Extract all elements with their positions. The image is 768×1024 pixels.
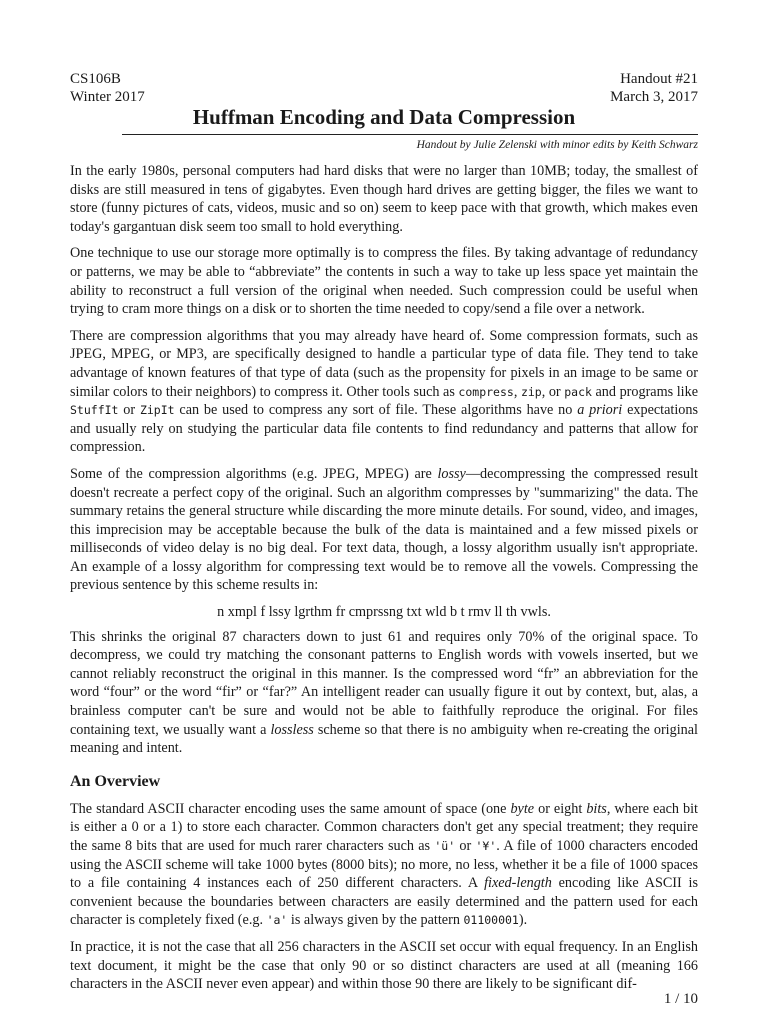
code-pack: pack [564, 384, 592, 399]
handout-number: Handout #21 [620, 71, 698, 87]
course-term: Winter 2017 [70, 89, 145, 105]
text-run: scheme so that there is no ambiguity when re-creating the original meaning and intent. [70, 721, 698, 757]
text-run: encoding like ASCII is convenient because the boundaries between characters are easily determined and the pattern used for each character is completely fixed (e.g. [70, 875, 699, 929]
page-title: Huffman Encoding and Data Compression [192, 105, 576, 129]
emphasis-bits: bits [586, 800, 607, 817]
paragraph-5 [70, 628, 698, 758]
section-heading: An Overview [70, 772, 161, 790]
paragraph-7: In practice, it is not the case that all 256 characters in the ASCII set occur with equal frequency. In an English text document, it might be the case that only 90 or so distinct characters are used at all (meaning 166 characters in the ASCII never even appear) and within those 90 there are likely to be significant dif- [70, 938, 698, 993]
text-run: and programs like [591, 383, 698, 400]
paragraph-6 [70, 800, 698, 930]
code-yen: '¥' [475, 839, 497, 853]
emphasis-lossless: lossless [270, 721, 314, 738]
text-run: —decompressing the compressed result doesn't recreate a perfect copy of the original. Such an algorithm compresses by "summarizing" the data. The summary retains the general structure while discarding the more minute details. For sound, video, and images, this imprecision may be acceptable because the bulk of the data is maintained and a few missed pixels or milliseconds of video delay is no big deal. For text data, though, a lossy algorithm usually isn't appropriate. An example of a lossy algorithm for compressing text would be to remove all the vowels. Compressing the previous sentence by this scheme results in: [70, 465, 699, 594]
text-run: is always given by the pattern [287, 912, 464, 929]
code-char-a: 'a' [266, 913, 288, 928]
text-run: This shrinks the original 87 characters down to just 61 and requires only 70% of the original space. To decompress, we could try matching the consonant patterns to English words with vowels inserted, but we cannot reliably reconstruct the original in this manner. Is the compressed word “fr” an abbreviation for the word “four” or the word “fir” or “far?” An intelligent reader can usually figure it out by context, but, alas, a brainless computer can't be sure and would not be able to faithfully reproduce the original. For files containing text, we usually want a [70, 628, 698, 738]
text-run: , [513, 383, 521, 400]
text-run: The standard ASCII character encoding uses the same amount of space (one [70, 800, 511, 817]
emphasis-lossy: lossy [437, 465, 466, 482]
title-divider [122, 134, 698, 135]
code-bit-pattern: 01100001 [463, 913, 519, 928]
code-zip: zip [520, 384, 542, 399]
code-u-umlaut: 'ü' [434, 839, 456, 853]
text-run: , where each bit is either a 0 or a 1) to store each character. Common characters don't get any special treatment; they require the same 8 bits that are used for much rarer characters such as [70, 800, 699, 854]
author-credit: Handout by Julie Zelenski with minor edits by Keith Schwarz [416, 139, 698, 151]
emphasis-fixed-length: fixed-length [484, 875, 552, 892]
code-compress: compress [458, 384, 514, 399]
emphasis-a-priori: a priori [577, 402, 623, 419]
paragraph-3 [70, 327, 698, 457]
handout-date: March 3, 2017 [610, 89, 698, 105]
paragraph-1: In the early 1980s, personal computers had hard disks that were no larger than 10MB; today, the smallest of disks are still measured in tens of gigabytes. Even though hard drives are getting bigger, the files we want to store (funny pictures of cats, videos, music and so on) seem to keep pace with that growth, which makes even today's gargantuan disk seem too small to hold everything. [70, 163, 698, 235]
text-run: There are compression algorithms that you may already have heard of. Some compression formats, such as JPEG, MPEG, or MP3, are specifically designed to handle a particular type of data file. They tend to take advantage of known features of that type of data (such as the propensity for pixels in an image to be same or similar colors to their neighbors) to compress it. Other tools such as [70, 327, 698, 400]
code-zipit: ZipIt [139, 403, 175, 418]
text-run: or [118, 402, 140, 419]
document-body [70, 162, 698, 1002]
vowelless-example: n xmpl f lssy lgrthm fr cmprssng txt wld b t rmv ll th vwls. [217, 604, 551, 621]
text-run: Some of the compression algorithms (e.g. JPEG, MPEG) are [70, 465, 438, 482]
course-code: CS106B [70, 71, 121, 87]
text-run: or eight [534, 800, 587, 817]
handout-info [610, 70, 698, 106]
course-info [70, 70, 145, 106]
text-run: , or [541, 383, 565, 400]
text-run: . A file of 1000 characters encoded using the ASCII scheme will take 1000 bytes (8000 bits); no more, no less, whether it be a file of 1000 spaces to a file containing 4 instances each of 250 different characters. A [70, 838, 698, 892]
page-number: 1 / 10 [663, 991, 698, 1007]
paragraph-2: One technique to use our storage more optimally is to compress the files. By taking advantage of redundancy or patterns, we may be able to “abbreviate” the contents in such a way to take up less space yet maintain the ability to reconstruct a full version of the original when needed. Such compression could be useful when trying to cram more things on a disk or to shorten the time needed to copy/send a file over a network. [70, 245, 698, 318]
text-run: or [455, 838, 476, 854]
text-run: can be used to compress any sort of file. These algorithms have no [174, 402, 578, 419]
code-stuffit: StuffIt [70, 403, 119, 418]
text-run: expectations and usually rely on studying the particular data file contents to find redundancy and patterns that allow for compression. [70, 402, 698, 456]
paragraph-4 [70, 465, 698, 595]
emphasis-byte: byte [510, 800, 535, 817]
text-run: ). [518, 912, 528, 929]
